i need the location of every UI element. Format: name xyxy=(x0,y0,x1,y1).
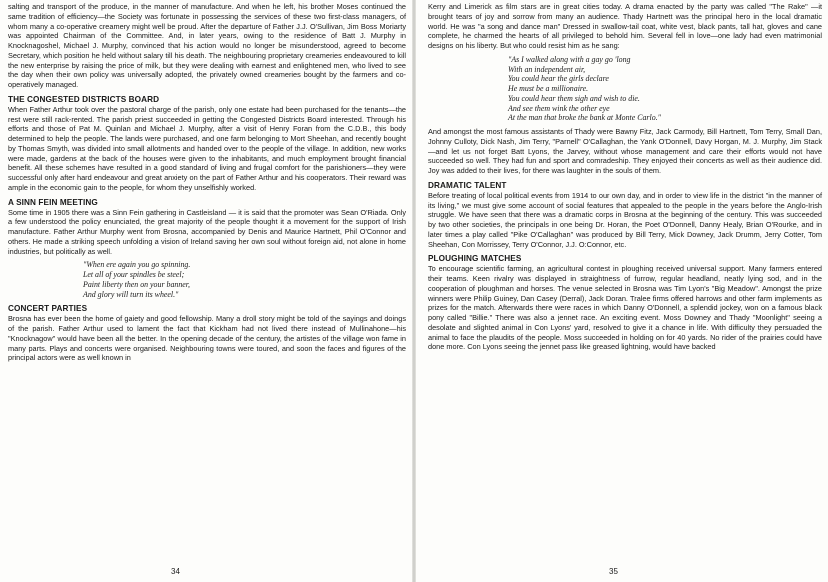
poem-line: He must be a millionaire. xyxy=(508,84,589,93)
ploughing-matches-paragraph: To encourage scientific farming, an agricultural contest in ploughing received universal support. Many farmers entered their teams. Keen rivalry was displayed in straightness of furrow, regular headland, neatly lying sod, and in the cooperation of ploughman and horses. The venue selected in Brosna was Tim Lyon's "Big Meadow". Amongst the prize winners were Philip Guiney, Dan Casey (Derral), Jack Doran. Tralee firms offered harrows and other farm implements as prizes for the match. Afterwards there were races in which Danny O'Donnell, a splendid jockey, won on a famous black pony called "Billie." There was also a jennet race. An exciting event. Moss Downey and Thady "Moonlight" seeing a desolate and slighted animal in Con Lyons' yard, resolved to give it a chance in life. With difficulty they persuaded the animal to face the plaudits of the people. Moss succeeded in holding on for 40 yards. No rider of the prairies could have done more. Con Lyons seeing the jennet pass like greased lightning, would have backed xyxy=(428,264,822,352)
concert-parties-heading: CONCERT PARTIES xyxy=(8,304,88,314)
poem-line: Let all of your spindles be steel; xyxy=(83,270,185,279)
concert-parties-paragraph: Brosna has ever been the home of gaiety and good fellowship. Many a droll story might be told of the sayings and doings of the parish. Father Arthur used to lament the fact that Kickham had not lived there instead of Mullinahone—his "Knocknagow" would have been all the better. In the opening decade of the century, the artistes of the village won fame in many parts. Plays and concerts were organised. Neighbouring towns were toured, and soon the faces and figures of the principal actors were as well known in xyxy=(8,314,406,363)
poem-line: At the man that broke the bank at Monte Carlo." xyxy=(508,113,661,123)
left-intro-paragraph: salting and transport of the produce, in the manner of manufacture. And when he left, his brother Moses continued the same tradition of efficiency—the Society was fortunate in possessing the services of these two first-class managers, of whom many a co-operative creamery might well be proud. After the departure of Father J.J. O'Sullivan, Jim Boss Moriarty was appointed Chairman of the Committee. And, in later years, owing to the residence of Batt J. Murphy in Knocknagoshel, Michael J. Murphy, convinced that his action would no longer be misunderstood, agreed to become Secretary, which position he held without salary till his death. The neighbouring proprietary creameries endeavoured to kill the new enterprise by raising the price of milk, but they were dealing with earnest and enlightened men, who lived to see the day when their own policy was universally adopted, the privately owned creameries bought by the farmers and co-operatively managed. xyxy=(8,2,406,89)
right-page-number: 35 xyxy=(609,567,618,576)
poem-line: Paint liberty then on your banner, xyxy=(83,279,190,289)
sinn-fein-paragraph: Some time in 1905 there was a Sinn Fein gathering in Castleisland — it is said that the promoter was Sean O'Riada. Only a few understood the policy enunciated, the great majority of the people thought it a movement for the support of Irish manufacture. Father Arthur Murphy went from Brosna, accompanied by Denis and Maurice Hartnett, Phil O'Connor and others. He made a striking speech unfolding a vision of Ireland saving her own soul without foreign aid, not alone in home industries, but politically as well. xyxy=(8,207,406,256)
poem-line: "When ere again you go spinning. xyxy=(83,260,191,270)
dramatic-talent-heading: DRAMATIC TALENT xyxy=(428,180,507,190)
right-page xyxy=(414,0,828,582)
spinning-poem xyxy=(83,260,406,299)
right-intro-paragraph: Kerry and Limerick as film stars are in great cities today. A drama enacted by the party was called "The Rake" —it brought tears of joy and sorrow from many an audience. Thady Hartnett was the principal hero in the local dramatic world. He was "a song and dance man" Dressed in swallow-tail coat, white vest, black pants, tall hat, gloves and cane complete, he charmed the hearts of all privileged to behold him. Several fell in love—one lady had even matrimonial designs on his liberty. But who could resist him as he sang: xyxy=(428,2,822,50)
ploughing-matches-heading: PLOUGHING MATCHES xyxy=(428,254,522,264)
monte-carlo-poem xyxy=(508,55,822,123)
poem-line: "As I walked along with a gay go 'long xyxy=(508,54,631,64)
poem-line: And see them wink the other eye xyxy=(508,103,610,113)
dramatic-talent-paragraph: Before treating of local political events from 1914 to our own day, and in order to view life in the district "in the manner of its living," we must give some account of social features that appealed to the people in the years before the Anglo-Irish struggle. We have seen that there was a dramatic corps in Brosna at the beginning of the century. This was succeeded by two other societies, the principals in one being Dr. Horan, the Poet O'Donnell, Danny Healy, Brian O'Rourke, and in later times a play called "Pike O'Callaghan" was produced by Bill Terry, Mick Downey, Jack Drumm, Jerry Cotter, Tom Sheehan, Con Morrissey, Terry O'Connor, J.J. O:Connor, etc. xyxy=(428,190,822,249)
poem-line: You could hear the girls declare xyxy=(508,74,609,84)
sinn-fein-heading: A SINN FEIN MEETING xyxy=(8,197,98,207)
left-page-number: 34 xyxy=(171,567,180,576)
poem-line: With an independent air, xyxy=(508,64,586,74)
assistants-paragraph: And amongst the most famous assistants of Thady were Bawny Fitz, Jack Carmody, Bill Hartnett, Tom Terry, Small Dan, Johnny Culloty, Dick Nash, Jim Terry, "Parnell" O'Callaghan, the Yank O'Donnell, Davy Horgan, M. J. Murphy, Jim Stack—and let us not forget Batt Lyons, the Jarvey, without whose management and care their efforts would not have succeeded so well. They had fun and sport and comradeship. They enjoyed their concerts as well as their audience did. Joy was added to their lives, for there was laughter in the souls of them. xyxy=(428,127,822,175)
congested-districts-paragraph: When Father Arthur took over the pastoral charge of the parish, only one estate had been purchased for the tenants—the rest were still rack-rented. The parish priest succeeded in getting the Congested Districts Board interested. Through his efforts and those of Pat M. Quinlan and Michael J. Murphy, after a visit of Henry Foran from the C.D.B., this body determined to help the people. The lands were purchased, and one farm belonging to Mort Sheehan, and recently bought by Thomas Smyth, was divided into small allotments and handed over to the people of the village. In addition, new works were made, gardens at the back of the houses were given to the inhabitants, and much employment brought financial benefit. All these schemes have resulted in a good standard of living and frugal comfort for the parishioners—they were successful only after hard endeavour and great anxiety on the part of Father Arthur and his cooperators. Their reward was ample in the economic gain to the people, for whom they unselfishly worked. xyxy=(8,104,406,192)
poem-line: And glory will turn its wheel." xyxy=(83,289,179,299)
congested-districts-heading: THE CONGESTED DISTRICTS BOARD xyxy=(8,94,160,104)
poem-line: You could hear them sigh and wish to die. xyxy=(508,93,640,103)
